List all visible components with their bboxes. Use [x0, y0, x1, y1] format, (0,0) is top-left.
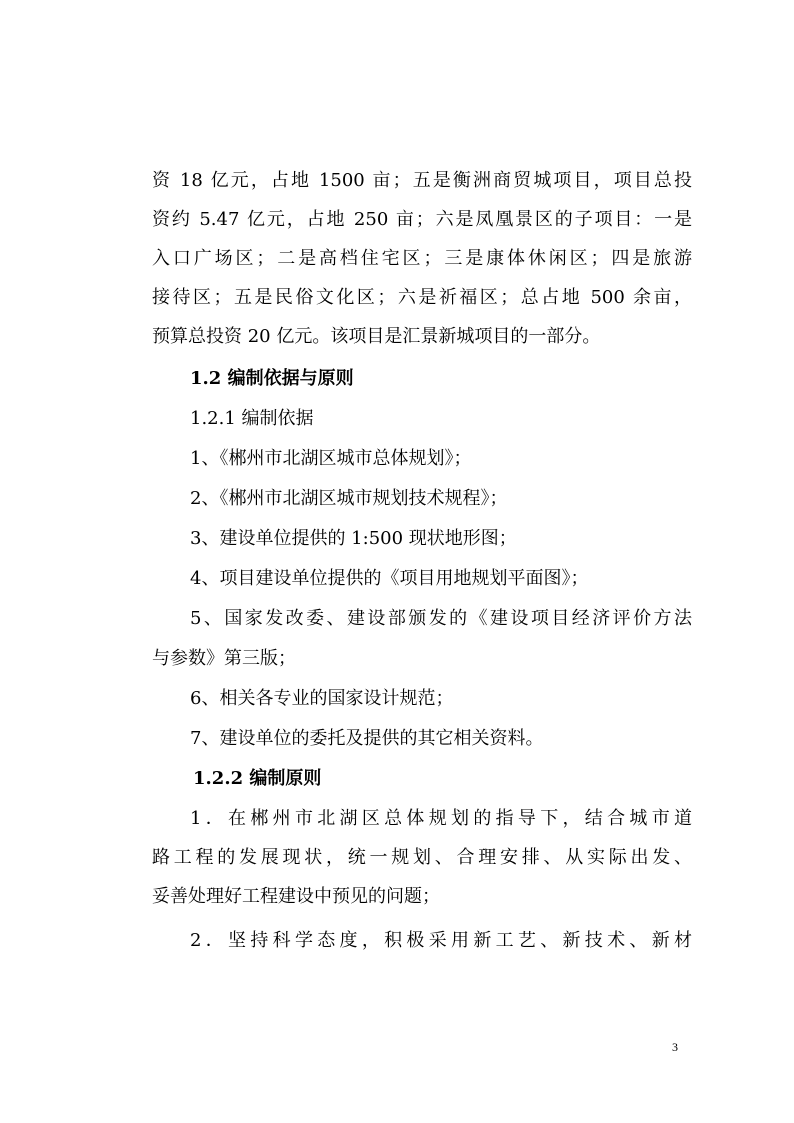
principle-text-line: 2．坚持科学态度，积极采用新工艺、新技术、新材	[190, 930, 692, 951]
basis-list-item: 7、建设单位的委托及提供的其它相关资料。	[190, 728, 544, 749]
principle-text-line: 路工程的发展现状，统一规划、合理安排、从实际出发、	[152, 847, 692, 868]
page-number: 3	[672, 1040, 678, 1054]
body-text-line: 入口广场区；二是高档住宅区；三是康体休闲区；四是旅游	[152, 248, 692, 269]
subsection-heading-1-2-2: 1.2.2 编制原则	[193, 768, 322, 789]
principle-text-line: 妥善处理好工程建设中预见的问题；	[152, 886, 440, 907]
section-heading-1-2: 1.2 编制依据与原则	[190, 368, 354, 389]
body-text-line: 接待区；五是民俗文化区；六是祈福区；总占地 500 余亩，	[152, 287, 692, 308]
body-text-line: 资 18 亿元，占地 1500 亩；五是衡洲商贸城项目，项目总投	[152, 170, 692, 191]
body-text-line: 资约 5.47 亿元，占地 250 亩；六是凤凰景区的子项目：一是	[152, 209, 692, 230]
basis-list-item: 2、《郴州市北湖区城市规划技术规程》；	[190, 488, 508, 509]
basis-list-item: 6、相关各专业的国家设计规范；	[190, 688, 454, 709]
basis-list-item: 3、建设单位提供的 1:500 现状地形图；	[190, 528, 517, 549]
basis-list-item: 4、项目建设单位提供的《项目用地规划平面图》；	[190, 568, 589, 589]
basis-list-item-continuation: 与参数》第三版；	[152, 648, 296, 669]
basis-list-item: 1、《郴州市北湖区城市总体规划》；	[190, 448, 472, 469]
basis-list-item: 5、国家发改委、建设部颁发的《建设项目经济评价方法	[190, 608, 692, 629]
principle-text-line: 1．在郴州市北湖区总体规划的指导下，结合城市道	[190, 808, 692, 829]
subsection-heading-1-2-1: 1.2.1 编制依据	[190, 408, 314, 429]
body-text-line: 预算总投资 20 亿元。该项目是汇景新城项目的一部分。	[152, 326, 601, 347]
